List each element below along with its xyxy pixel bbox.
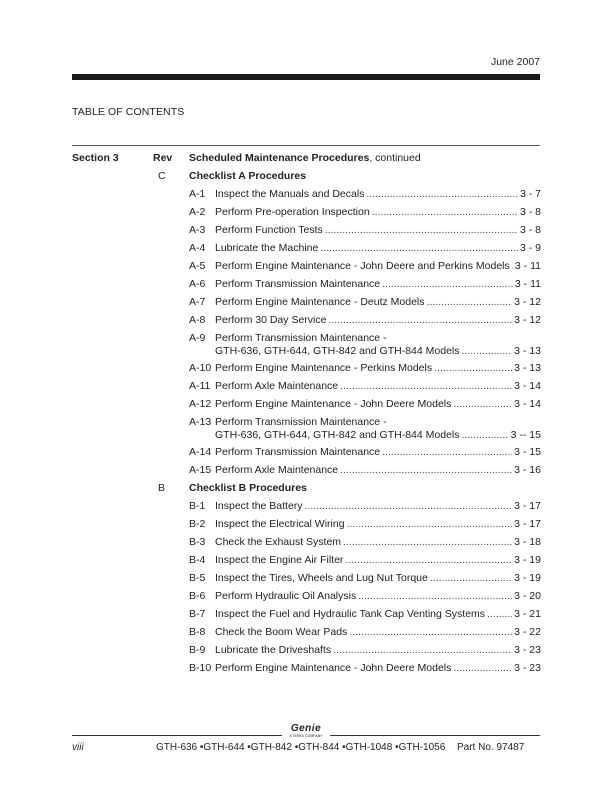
toc-entry[interactable] (189, 572, 541, 585)
entry-number: A-13 (189, 416, 212, 428)
toc-entry[interactable] (189, 188, 541, 201)
entry-page: 3 - 7 (519, 188, 541, 200)
toc-entry[interactable] (189, 278, 541, 291)
dot-leader (366, 188, 518, 201)
dot-leader (347, 518, 513, 531)
entry-page: 3 - 15 (514, 446, 541, 458)
entry-page: 3 - 18 (514, 536, 541, 548)
entry-number: A-11 (189, 380, 211, 392)
entry-page: 3 - 17 (514, 500, 541, 512)
entry-title: GTH-636, GTH-644, GTH-842 and GTH-844 Models (215, 345, 460, 357)
entry-page: 3 -- 15 (510, 429, 541, 441)
entry-title: Perform Engine Maintenance - John Deere and Perkins Models (215, 260, 510, 272)
entry-number: B-7 (189, 608, 206, 620)
footer-part-number: Part No. 97487 (457, 742, 525, 753)
entry-number: A-4 (189, 242, 206, 254)
entry-number: B-8 (189, 626, 206, 638)
entry-title: Check the Boom Wear Pads (215, 626, 348, 638)
dot-leader (340, 380, 512, 393)
toc-entry[interactable] (189, 416, 541, 442)
entry-number: A-12 (189, 398, 212, 410)
entry-page: 3 - 22 (514, 626, 541, 638)
entry-number: B-5 (189, 572, 206, 584)
dot-leader (345, 554, 512, 567)
entry-number: B-3 (189, 536, 206, 548)
entry-page: 3 - 23 (514, 662, 541, 674)
dot-leader (333, 644, 512, 657)
entry-title: Perform Engine Maintenance - Deutz Models (215, 296, 425, 308)
toc-entry[interactable] (189, 554, 541, 567)
toc-entry[interactable] (189, 500, 541, 513)
dot-leader (340, 464, 512, 477)
entry-title: Perform Hydraulic Oil Analysis (215, 590, 357, 602)
toc-entry[interactable] (189, 332, 541, 358)
entry-number: B-6 (189, 590, 206, 602)
entry-page: 3 - 14 (514, 380, 541, 392)
entry-number: A-9 (189, 332, 206, 344)
dot-leader (320, 242, 518, 255)
toc-entry[interactable] (189, 296, 541, 309)
entry-number: B-2 (189, 518, 206, 530)
entry-number: A-1 (189, 188, 206, 200)
dot-leader (512, 260, 513, 273)
rev-letter: C (158, 170, 166, 182)
entry-title: Perform Transmission Maintenance (215, 446, 381, 458)
entry-title: Perform Function Tests (215, 224, 323, 236)
entry-title: Perform Transmission Maintenance - (215, 332, 387, 344)
rev-letter: B (158, 482, 166, 494)
entry-page: 3 - 11 (514, 278, 541, 290)
entry-number: B-10 (189, 662, 212, 674)
entry-number: B-4 (189, 554, 206, 566)
genie-logo (286, 724, 326, 738)
entry-page: 3 - 19 (514, 554, 541, 566)
rev-column-header: Rev (153, 152, 173, 164)
entry-title: Inspect the Battery (215, 500, 303, 512)
entry-number: B-9 (189, 644, 206, 656)
toc-entry[interactable] (189, 206, 541, 219)
dot-leader (427, 296, 513, 309)
dot-leader (305, 500, 513, 513)
entry-title: Perform 30 Day Service (215, 314, 327, 326)
logo-subtitle: A TEREX COMPANY (289, 734, 323, 738)
toc-entry[interactable] (189, 536, 541, 549)
section-heading (189, 152, 421, 165)
entry-number: A-8 (189, 314, 206, 326)
section-heading-title: Scheduled Maintenance Procedures (189, 152, 370, 164)
entry-title: Inspect the Fuel and Hydraulic Tank Cap Venting Systems (215, 608, 486, 620)
toc-entry[interactable] (189, 242, 541, 255)
entry-page: 3 - 20 (514, 590, 541, 602)
entry-page: 3 - 12 (514, 314, 541, 326)
entry-title: Perform Engine Maintenance - John Deere Models (215, 662, 452, 674)
toc-entry[interactable] (189, 590, 541, 603)
entry-page: 3 - 13 (514, 362, 541, 374)
toc-entry[interactable] (189, 608, 541, 621)
header-rule (72, 74, 540, 80)
toc-entry[interactable] (189, 518, 541, 531)
entry-page: 3 - 11 (514, 260, 541, 272)
toc-entry[interactable] (189, 362, 541, 375)
entry-page: 3 - 23 (514, 644, 541, 656)
entry-page: 3 - 19 (514, 572, 541, 584)
dot-leader (453, 398, 512, 411)
dot-leader (325, 224, 518, 237)
dot-leader (430, 572, 512, 585)
checklist-heading: Checklist B Procedures (189, 482, 307, 494)
toc-entry[interactable] (189, 626, 541, 639)
entry-title: Lubricate the Machine (215, 242, 319, 254)
dot-leader (453, 662, 512, 675)
entry-title: Perform Axle Maintenance (215, 380, 339, 392)
entry-title: GTH-636, GTH-644, GTH-842 and GTH-844 Models (215, 429, 460, 441)
section-heading-suffix: , continued (369, 152, 421, 164)
dot-leader (462, 345, 513, 358)
toc-entry[interactable] (189, 314, 541, 327)
toc-entry[interactable] (189, 464, 541, 477)
entry-title: Check the Exhaust System (215, 536, 342, 548)
footer-models: GTH-636 •GTH-644 •GTH-842 •GTH-844 •GTH-1048 •GTH-1056 (156, 742, 446, 753)
dot-leader (358, 590, 512, 603)
entry-number: A-14 (189, 446, 212, 458)
section-divider (72, 145, 540, 146)
entry-number: A-3 (189, 224, 206, 236)
entry-page: 3 - 8 (519, 206, 541, 218)
entry-number: A-10 (189, 362, 212, 374)
entry-page: 3 - 14 (514, 398, 541, 410)
entry-title: Perform Engine Maintenance - John Deere Models (215, 398, 452, 410)
toc-entry[interactable] (189, 644, 541, 657)
section-label: Section 3 (72, 152, 119, 164)
dot-leader (328, 314, 512, 327)
entry-page: 3 - 8 (519, 224, 541, 236)
entry-number: A-5 (189, 260, 206, 272)
entry-page: 3 - 21 (514, 608, 541, 620)
header-date: June 2007 (490, 56, 540, 68)
toc-title: TABLE OF CONTENTS (72, 106, 185, 118)
dot-leader (434, 362, 512, 375)
toc-entry[interactable] (189, 380, 541, 393)
dot-leader (382, 278, 513, 291)
dot-leader (487, 608, 512, 621)
entry-title: Inspect the Electrical Wiring (215, 518, 345, 530)
entry-title: Perform Transmission Maintenance - (215, 416, 387, 428)
toc-entry[interactable] (189, 662, 541, 675)
entry-title: Perform Pre-operation Inspection (215, 206, 370, 218)
entry-title: Perform Axle Maintenance (215, 464, 339, 476)
footer-page-number: viii (72, 742, 84, 753)
entry-page: 3 - 17 (514, 518, 541, 530)
entry-number: A-7 (189, 296, 206, 308)
dot-leader (349, 626, 512, 639)
entry-title: Inspect the Manuals and Decals (215, 188, 365, 200)
toc-entry[interactable] (189, 446, 541, 459)
dot-leader (372, 206, 518, 219)
entry-page: 3 - 12 (514, 296, 541, 308)
entry-number: A-2 (189, 206, 206, 218)
entry-title: Perform Engine Maintenance - Perkins Models (215, 362, 433, 374)
toc-entry[interactable] (189, 260, 541, 273)
entry-number: A-15 (189, 464, 212, 476)
entry-page: 3 - 9 (519, 242, 541, 254)
footer-rule-left (72, 735, 282, 736)
entry-title: Lubricate the Driveshafts (215, 644, 332, 656)
dot-leader (462, 429, 509, 442)
toc-entry[interactable] (189, 224, 541, 237)
entry-title: Inspect the Tires, Wheels and Lug Nut Torque (215, 572, 428, 584)
checklist-heading: Checklist A Procedures (189, 170, 307, 182)
entry-page: 3 - 16 (514, 464, 541, 476)
entry-number: B-1 (189, 500, 206, 512)
entry-number: A-6 (189, 278, 206, 290)
logo-wordmark: Genie (290, 723, 322, 734)
dot-leader (343, 536, 512, 549)
dot-leader (382, 446, 512, 459)
entry-title: Inspect the Engine Air Filter (215, 554, 344, 566)
toc-entry[interactable] (189, 398, 541, 411)
entry-title: Perform Transmission Maintenance (215, 278, 381, 290)
entry-page: 3 - 13 (514, 345, 541, 357)
footer-rule-right (330, 735, 540, 736)
